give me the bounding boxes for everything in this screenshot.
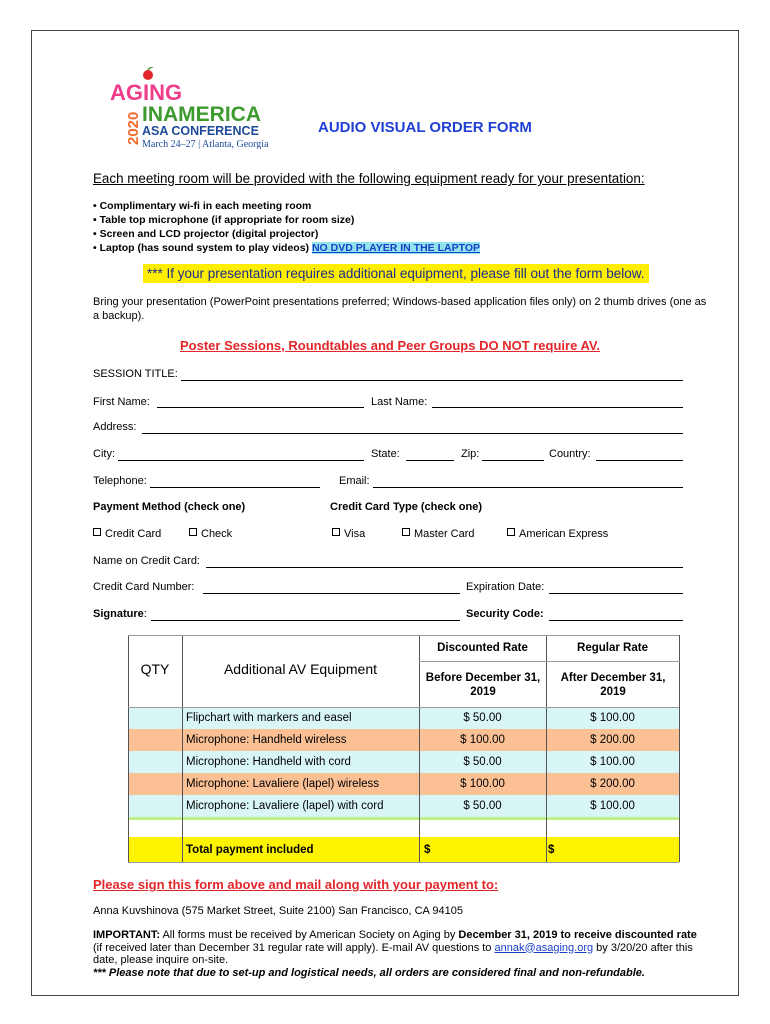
- list-item: [93, 241, 480, 255]
- important-text: (if received later than December 31 regular rate will apply). E-mail AV questions to: [93, 941, 495, 954]
- signature-field[interactable]: [151, 620, 460, 621]
- list-item: • Table top microphone (if appropriate for room size): [93, 214, 355, 226]
- name-on-card-field[interactable]: [206, 567, 683, 568]
- table-row-discount: $ 50.00: [463, 800, 502, 812]
- state-field[interactable]: [406, 460, 454, 461]
- table-row-discount: $ 100.00: [460, 734, 505, 746]
- table-row-discount: $ 50.00: [463, 756, 502, 768]
- card-amex-option[interactable]: [507, 528, 608, 540]
- checkbox[interactable]: [402, 528, 410, 536]
- session-title-label: SESSION TITLE:: [93, 368, 178, 380]
- option-label: Credit Card: [105, 528, 162, 540]
- telephone-label: Telephone:: [93, 475, 147, 487]
- last-name-field[interactable]: [432, 407, 683, 408]
- checkbox[interactable]: [332, 528, 340, 536]
- email-link[interactable]: annak@asaging.org: [494, 941, 594, 954]
- bring-presentation-text: Bring your presentation (PowerPoint presentations preferred; Windows-based application files only) on 2 thumb drives (one as a backup).: [93, 296, 707, 322]
- conference-logo: [108, 67, 278, 149]
- discount-header: Discounted Rate: [437, 642, 528, 654]
- first-name-label: First Name:: [93, 396, 150, 408]
- expiration-field[interactable]: [549, 593, 683, 594]
- table-border-bottom: [128, 862, 679, 863]
- table-row-divider: [419, 661, 680, 662]
- no-dvd-highlight: NO DVD PLAYER IN THE LAPTOP: [311, 242, 480, 254]
- address-field[interactable]: [142, 433, 683, 434]
- expiration-label: Expiration Date:: [466, 581, 545, 593]
- logo-aging: AGING: [110, 80, 183, 105]
- checkbox[interactable]: [507, 528, 515, 536]
- green-divider: [128, 817, 679, 820]
- list-item: • Screen and LCD projector (digital projector): [93, 228, 319, 240]
- name-on-card-label: Name on Credit Card:: [93, 555, 200, 567]
- card-number-field[interactable]: [203, 593, 460, 594]
- table-row-regular: $ 100.00: [590, 800, 635, 812]
- poster-sessions-note: Poster Sessions, Roundtables and Peer Groups DO NOT require AV.: [180, 338, 600, 353]
- card-type-label: Credit Card Type (check one): [330, 501, 482, 513]
- logo-dates: March 24–27 | Atlanta, Georgia: [142, 139, 269, 149]
- final-sale-note: *** Please note that due to set-up and logistical needs, all orders are considered final and non-refundable.: [93, 967, 645, 979]
- logo-asa: ASA CONFERENCE: [142, 124, 259, 138]
- discount-deadline: Before December 31, 2019: [425, 672, 541, 698]
- option-label: Master Card: [414, 528, 475, 540]
- table-row-discount: $ 50.00: [463, 712, 502, 724]
- table-border-top: [128, 635, 679, 636]
- checkbox[interactable]: [189, 528, 197, 536]
- important-text: by 3/20/20 after this date, please inquire on-site.: [93, 941, 693, 966]
- total-label: Total payment included: [186, 843, 314, 856]
- session-title-field[interactable]: [181, 380, 683, 381]
- table-row-regular: $ 200.00: [590, 734, 635, 746]
- logo-year: 2020: [125, 111, 142, 145]
- regular-deadline: After December 31, 2019: [560, 672, 666, 698]
- table-row-regular: $ 200.00: [590, 778, 635, 790]
- total-regular-field[interactable]: $: [548, 843, 555, 856]
- country-field[interactable]: [596, 460, 683, 461]
- important-text: All forms must be received by American Society on Aging by: [160, 929, 459, 941]
- table-row-item: Microphone: Handheld with cord: [186, 756, 351, 768]
- country-label: Country:: [549, 448, 591, 460]
- equipment-list: [93, 199, 480, 255]
- zip-field[interactable]: [482, 460, 544, 461]
- option-label: Visa: [344, 528, 366, 540]
- email-label: Email:: [339, 475, 370, 487]
- security-code-label: Security Code:: [466, 608, 544, 620]
- equipment-header: Additional AV Equipment: [223, 661, 378, 677]
- form-title: AUDIO VISUAL ORDER FORM: [318, 119, 532, 136]
- city-label: City:: [93, 448, 115, 460]
- option-label: Check: [201, 528, 233, 540]
- security-code-field[interactable]: [549, 620, 683, 621]
- apple-icon: [143, 67, 153, 80]
- zip-label: Zip:: [461, 448, 480, 460]
- total-discount-field[interactable]: $: [424, 843, 431, 856]
- logo-inamerica: INAMERICA: [142, 103, 261, 126]
- card-number-label: Credit Card Number:: [93, 581, 195, 593]
- address-label: Address:: [93, 421, 137, 433]
- table-row-item: Microphone: Handheld wireless: [186, 734, 347, 746]
- payment-method-label: Payment Method (check one): [93, 501, 246, 513]
- list-item-text: • Laptop (has sound system to play videos): [93, 242, 312, 254]
- av-equipment-table: [128, 635, 680, 863]
- regular-header: Regular Rate: [577, 642, 648, 654]
- city-field[interactable]: [118, 460, 364, 461]
- deadline-text: December 31, 2019 to receive discounted rate: [458, 929, 697, 941]
- checkbox[interactable]: [93, 528, 101, 536]
- last-name-label: Last Name:: [371, 396, 428, 408]
- row-bg-blank: [128, 817, 679, 837]
- state-label: State:: [371, 448, 400, 460]
- table-row-item: Flipchart with markers and easel: [186, 712, 352, 724]
- qty-header: QTY: [140, 661, 170, 677]
- important-note: [93, 929, 708, 967]
- table-row-item: Microphone: Lavaliere (lapel) with cord: [186, 800, 384, 812]
- table-border-right: [679, 635, 680, 862]
- email-field[interactable]: [373, 487, 683, 488]
- signature-word: Signature: [93, 608, 144, 620]
- payment-check-option[interactable]: [189, 528, 232, 540]
- table-row-regular: $ 100.00: [590, 756, 635, 768]
- list-item: • Complimentary wi-fi in each meeting room: [93, 200, 312, 212]
- table-row-discount: $ 100.00: [460, 778, 505, 790]
- first-name-field[interactable]: [157, 407, 364, 408]
- option-label: American Express: [519, 528, 609, 540]
- signature-colon: :: [143, 608, 147, 620]
- table-row-item: Microphone: Lavaliere (lapel) wireless: [186, 778, 380, 790]
- card-mastercard-option[interactable]: [402, 528, 475, 540]
- signature-label: [93, 608, 147, 620]
- card-visa-option[interactable]: [332, 528, 365, 540]
- mail-instructions-heading: Please sign this form above and mail along with your payment to:: [93, 877, 499, 892]
- mailing-address: Anna Kuvshinova (575 Market Street, Suite 2100) San Francisco, CA 94105: [93, 905, 463, 917]
- important-label: IMPORTANT:: [93, 929, 161, 941]
- intro-text: Each meeting room will be provided with the following equipment ready for your presentation:: [93, 171, 645, 186]
- payment-credit-card-option[interactable]: [93, 528, 161, 540]
- additional-equipment-notice: *** If your presentation requires additional equipment, please fill out the form below.: [143, 264, 649, 283]
- table-row-regular: $ 100.00: [590, 712, 635, 724]
- telephone-field[interactable]: [150, 487, 320, 488]
